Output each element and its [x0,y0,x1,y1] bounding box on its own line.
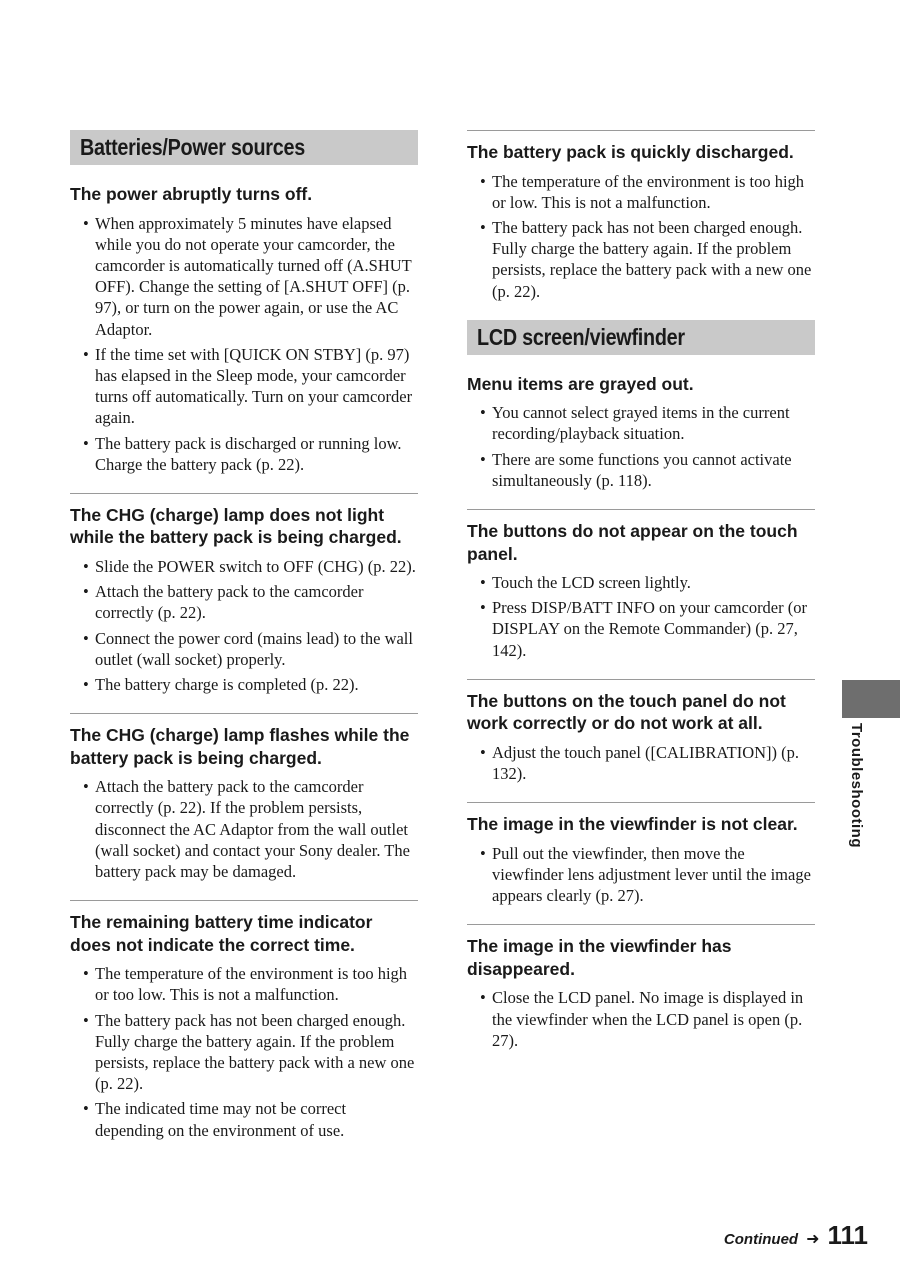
bullet-item: • Close the LCD panel. No image is displayed in the viewfinder when the LCD panel is open (p. 27). [492,987,815,1051]
bullet-item: • Connect the power cord (mains lead) to the wall outlet (wall socket) properly. [95,628,418,670]
section-title: LCD screen/viewfinder [477,323,685,350]
topic [467,802,815,906]
topic-title: The buttons do not appear on the touch panel. [467,521,798,564]
topic [70,713,418,882]
bullet-item: • The indicated time may not be correct depending on the environment of use. [95,1098,418,1140]
bullet-list [70,213,418,475]
bullet-list [467,742,815,784]
bullet-item: • You cannot select grayed items in the current recording/playback situation. [492,402,815,444]
bullet-list [70,776,418,882]
bullet-item: • There are some functions you cannot activate simultaneously (p. 118). [492,449,815,491]
section-header-lcd [467,320,815,355]
bullet-list [467,171,815,302]
topic [70,900,418,1141]
section-header-batteries [70,130,418,165]
arrow-right-icon: ➜ [806,1229,820,1248]
topic [70,493,418,695]
bullet-item: • When approximately 5 minutes have elapsed while you do not operate your camcorder, the camcorder is automatically turned off (A.SHUT OFF). Change the setting of [A.SHUT OFF] (p. 97), or turn on the power again, or use the AC Adaptor. [95,213,418,340]
topic [70,183,418,475]
left-column [70,130,418,1159]
topic-title: The image in the viewfinder is not clear. [467,814,798,835]
topic-title: The battery pack is quickly discharged. [467,142,794,162]
bullet-item: • Attach the battery pack to the camcorder correctly (p. 22). If the problem persists, disconnect the AC Adaptor from the wall outlet (wall socket) and contact your Sony dealer. The battery pack may be damaged. [95,776,418,882]
topic [467,373,815,491]
bullet-item: • The temperature of the environment is too high or too low. This is not a malfunction. [95,963,418,1005]
bullet-list [467,572,815,661]
topic-title: The buttons on the touch panel do not work correctly or do not work at all. [467,690,786,734]
topic [467,509,815,661]
side-tab-label [849,723,867,863]
bullet-item: • The battery charge is completed (p. 22). [95,674,418,695]
topic-title: The image in the viewfinder has disappeared. [467,936,732,979]
bullet-item: • Press DISP/BATT INFO on your camcorder (or DISPLAY on the Remote Commander) (p. 27, 142). [492,597,815,661]
topic [467,924,815,1051]
bullet-item: • Adjust the touch panel ([CALIBRATION]) (p. 132). [492,742,815,784]
bullet-item: • Pull out the viewfinder, then move the viewfinder lens adjustment lever until the image appears clearly (p. 27). [492,843,815,907]
bullet-list [70,963,418,1141]
bullet-list [467,843,815,907]
bullet-item: • The battery pack has not been charged enough. Fully charge the battery again. If the problem persists, replace the battery pack with a new one (p. 22). [95,1010,418,1095]
bullet-item: • The battery pack is discharged or running low. Charge the battery pack (p. 22). [95,433,418,475]
bullet-item: • Attach the battery pack to the camcorder correctly (p. 22). [95,581,418,623]
right-column [467,130,815,1069]
bullet-list [467,987,815,1051]
topic [467,130,815,302]
topic-title: The power abruptly turns off. [70,184,313,204]
side-tab-text: Troubleshooting [848,723,865,848]
bullet-list [467,402,815,491]
topic-title: The CHG (charge) lamp flashes while the battery pack is being charged. [70,725,410,768]
topic-title: The CHG (charge) lamp does not light while the battery pack is being charged. [70,504,402,548]
bullet-list [70,556,418,695]
bullet-item: • The battery pack has not been charged enough. Fully charge the battery again. If the problem persists, replace the battery pack with a new one (p. 22). [492,217,815,302]
page-footer [724,1220,868,1251]
topic-title: Menu items are grayed out. [467,373,694,394]
bullet-item: • Slide the POWER switch to OFF (CHG) (p. 22). [95,556,418,577]
side-tab-marker [842,680,900,718]
bullet-item: • Touch the LCD screen lightly. [492,572,815,593]
bullet-item: • The temperature of the environment is too high or low. This is not a malfunction. [492,171,815,213]
bullet-item: • If the time set with [QUICK ON STBY] (p. 97) has elapsed in the Sleep mode, your camcorder turns off automatically. Turn on your camcorder again. [95,344,418,429]
continued-label: Continued [723,1231,799,1248]
topic-title: The remaining battery time indicator does not indicate the correct time. [70,912,373,955]
topic [467,679,815,784]
section-title: Batteries/Power sources [80,134,305,160]
page-number: 111 [827,1220,868,1250]
